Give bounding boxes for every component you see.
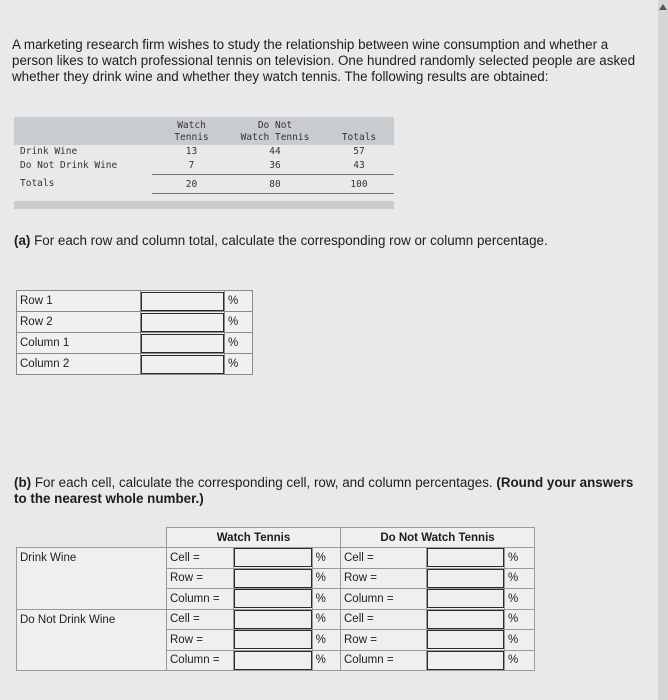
- row1-label: Row 1: [17, 291, 141, 312]
- given-data-table: [14, 117, 394, 207]
- drink-donot-column-input[interactable]: [427, 589, 504, 608]
- table-row: [17, 354, 253, 375]
- column2-percent-input[interactable]: [141, 355, 224, 374]
- part-a-table: [16, 290, 253, 375]
- percent-unit: %: [505, 650, 535, 671]
- percent-unit: %: [312, 650, 340, 671]
- nowine-donot-column-label: Column =: [341, 650, 427, 671]
- header-donot-2: Watch Tennis: [240, 132, 310, 143]
- header-totals: Totals: [341, 132, 377, 143]
- table-footer-bar: [14, 201, 394, 209]
- part-a-question: [14, 233, 548, 248]
- row1-percent-input[interactable]: [141, 292, 224, 311]
- nowine-donot-row-label: Row =: [341, 630, 427, 651]
- scroll-up-arrow-icon[interactable]: [659, 4, 667, 10]
- drink-watch-column-input[interactable]: [234, 589, 312, 608]
- column1-label: Column 1: [17, 333, 141, 354]
- value-drink-donot: 44: [269, 146, 281, 157]
- part-a-text: For each row and column total, calculate the corresponding row or column percentage.: [34, 233, 548, 248]
- row2-percent-input[interactable]: [141, 313, 224, 332]
- header-watch-2: Tennis: [174, 132, 209, 143]
- header-watch-tennis: Watch Tennis: [167, 528, 341, 548]
- value-total-donot: 80: [269, 179, 281, 190]
- value-total-watch: 20: [185, 179, 198, 190]
- table-header-row: [17, 528, 535, 548]
- percent-unit: %: [505, 609, 535, 630]
- column2-unit: %: [225, 354, 253, 375]
- table-row: [17, 312, 253, 333]
- drink-donot-column-label: Column =: [341, 589, 427, 610]
- value-drink-total: 57: [353, 146, 365, 157]
- table-row: [17, 609, 535, 630]
- nowine-watch-column-input[interactable]: [234, 651, 312, 670]
- table-row: [17, 333, 253, 354]
- nowine-watch-row-label: Row =: [167, 630, 234, 651]
- table-row: [17, 291, 253, 312]
- nowine-donot-cell-input[interactable]: [427, 610, 504, 629]
- drink-watch-row-input[interactable]: [234, 569, 312, 588]
- scrollbar[interactable]: [658, 0, 668, 700]
- header-do-not-watch-tennis: Do Not Watch Tennis: [341, 528, 535, 548]
- row-label-totals: Totals: [20, 178, 55, 189]
- drink-donot-row-input[interactable]: [427, 569, 504, 588]
- nowine-donot-cell-label: Cell =: [341, 609, 427, 630]
- row2-unit: %: [225, 312, 253, 333]
- percent-unit: %: [312, 568, 340, 589]
- nowine-watch-row-input[interactable]: [234, 630, 312, 649]
- nowine-donot-column-input[interactable]: [427, 651, 504, 670]
- totals-divider: [152, 174, 394, 175]
- percent-unit: %: [505, 548, 535, 569]
- part-a-label: (a): [14, 233, 31, 248]
- header-donot-1: Do Not: [257, 120, 293, 131]
- value-drink-watch: 13: [185, 146, 198, 157]
- drink-donot-cell-label: Cell =: [341, 548, 427, 569]
- drink-watch-row-label: Row =: [167, 568, 234, 589]
- nowine-watch-cell-input[interactable]: [234, 610, 312, 629]
- group-label-do-not-drink-wine: Do Not Drink Wine: [17, 609, 167, 671]
- drink-donot-row-label: Row =: [341, 568, 427, 589]
- header-watch-1: Watch: [177, 120, 206, 131]
- drink-watch-cell-input[interactable]: [234, 548, 312, 567]
- drink-watch-column-label: Column =: [167, 589, 234, 610]
- value-nowine-total: 43: [353, 160, 365, 171]
- percent-unit: %: [312, 609, 340, 630]
- drink-watch-cell-label: Cell =: [167, 548, 234, 569]
- value-nowine-watch: 7: [188, 160, 195, 171]
- value-total-total: 100: [350, 179, 368, 190]
- nowine-watch-cell-label: Cell =: [167, 609, 234, 630]
- bottom-divider: [152, 193, 394, 194]
- problem-statement: A marketing research firm wishes to study the relationship between wine consumption and whether a person likes to watch professional tennis on television. One hundred randomly selected people are asked whether they drink wine and whether they watch tennis. The following results are obtained:: [12, 37, 636, 84]
- part-b-table: [16, 527, 535, 671]
- table-row: [17, 548, 535, 569]
- part-b-question: [14, 475, 634, 507]
- percent-unit: %: [312, 548, 340, 569]
- nowine-watch-column-label: Column =: [167, 650, 234, 671]
- value-nowine-donot: 36: [269, 160, 281, 171]
- row1-unit: %: [225, 291, 253, 312]
- part-b-text: For each cell, calculate the corresponding cell, row, and column percentages.: [34, 475, 493, 490]
- percent-unit: %: [312, 589, 340, 610]
- part-b-label: (b): [14, 475, 32, 490]
- group-label-drink-wine: Drink Wine: [17, 548, 167, 610]
- row2-label: Row 2: [17, 312, 141, 333]
- percent-unit: %: [312, 630, 340, 651]
- percent-unit: %: [505, 630, 535, 651]
- nowine-donot-row-input[interactable]: [427, 630, 504, 649]
- row-label-no-wine: Do Not Drink Wine: [20, 160, 118, 171]
- column1-percent-input[interactable]: [141, 334, 224, 353]
- percent-unit: %: [505, 568, 535, 589]
- row-label-drink-wine: Drink Wine: [20, 146, 78, 157]
- column1-unit: %: [225, 333, 253, 354]
- percent-unit: %: [505, 589, 535, 610]
- drink-donot-cell-input[interactable]: [427, 548, 504, 567]
- part-b-rounding-note: (Round your answers to the nearest whole number.): [14, 475, 634, 506]
- column2-label: Column 2: [17, 354, 141, 375]
